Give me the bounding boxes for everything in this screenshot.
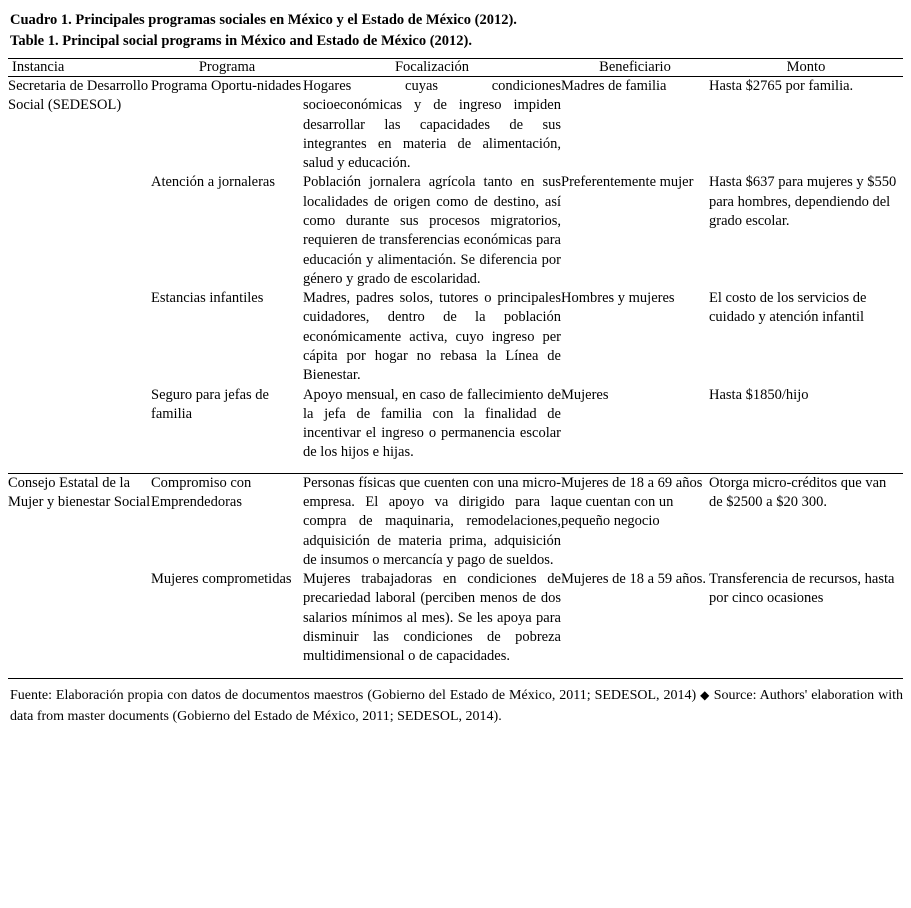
- focalizacion-cell: Población jornalera agrícola tanto en sus localidades de origen como de destino, así como durante sus procesos migratorios, requieren de transferencias económicas para educación y alimentación. Se diferencia por género y grado de escolaridad.: [303, 174, 561, 287]
- instancia-cell: Consejo Estatal de la Mujer y bienestar Social: [8, 474, 151, 510]
- social-programs-table: [8, 58, 903, 676]
- source-english: Source: Authors' elaboration with data from master documents (Gobierno del Estado de México, 2011; SEDESOL, 2014).: [10, 688, 904, 724]
- diamond-icon: ◆: [700, 688, 710, 703]
- table-source-note: [10, 686, 903, 727]
- programa-cell: Mujeres comprometidas: [151, 571, 292, 588]
- section-spacer: [8, 666, 903, 676]
- column-header-programa: Programa: [151, 59, 303, 77]
- focalizacion-cell: Hogares cuyas condiciones socioeconómicas y de ingreso impiden desarrollar las capacidades de sus integrantes en materia de alimentación, salud y educación.: [303, 78, 561, 172]
- table-row: [8, 474, 903, 570]
- focalizacion-cell: Mujeres trabajadoras en condiciones de precariedad laboral (perciben menos de dos salarios mínimos al mes). Se les apoya para disminuir las condiciones de pobreza multidimensional o de capacidades.: [303, 571, 561, 665]
- caption-english: Table 1. Principal social programs in México and Estado de México (2012).: [10, 33, 472, 50]
- beneficiario-cell: Preferentemente mujer: [561, 174, 694, 191]
- monto-cell: El costo de los servicios de cuidado y atención infantil: [709, 290, 867, 326]
- table-bottom-rule: [8, 678, 903, 679]
- source-spanish: Fuente: Elaboración propia con datos de documentos maestros (Gobierno del Estado de México, 2011; SEDESOL, 2014): [10, 688, 697, 704]
- beneficiario-cell: Hombres y mujeres: [561, 290, 675, 307]
- programa-cell: Compromiso con Emprendedoras: [151, 474, 252, 510]
- beneficiario-cell: Mujeres de 18 a 59 años.: [561, 571, 706, 588]
- focalizacion-cell: Apoyo mensual, en caso de fallecimiento de la jefa de familia con la finalidad de incentivar el ingreso o permanencia escolar de los hijos e hijas.: [303, 386, 561, 461]
- header-row: [8, 59, 903, 77]
- table-caption: [10, 10, 903, 52]
- programa-cell: Estancias infantiles: [151, 290, 264, 307]
- column-header-beneficiario: Beneficiario: [561, 59, 709, 77]
- programa-cell: Programa Oportu-nidades: [151, 78, 302, 95]
- focalizacion-cell: Personas físicas que cuenten con una micro-empresa. El apoyo va dirigido para la compra de maquinaria, remodelaciones, adquisición de materia prima, adquisición de insumos o mercancía y pago de sueldos.: [303, 474, 561, 568]
- beneficiario-cell: Mujeres: [561, 386, 609, 403]
- programa-cell: Atención a jornaleras: [151, 174, 276, 191]
- section-spacer: [8, 463, 903, 474]
- column-header-monto: Monto: [709, 59, 903, 77]
- caption-spanish: Cuadro 1. Principales programas sociales en México y el Estado de México (2012).: [10, 12, 517, 28]
- monto-cell: Transferencia de recursos, hasta por cinco ocasiones: [709, 571, 895, 607]
- monto-cell: Hasta $1850/hijo: [709, 386, 809, 403]
- instancia-cell: Secretaria de Desarrollo Social (SEDESOL): [8, 78, 149, 114]
- focalizacion-cell: Madres, padres solos, tutores o principales cuidadores, dentro de la población económicamente activa, cuyo ingreso per cápita por hogar no rebasa la Línea de Bienestar.: [303, 290, 561, 384]
- monto-cell: Hasta $2765 por familia.: [709, 78, 854, 95]
- beneficiario-cell: Madres de familia: [561, 78, 667, 95]
- table-body: [8, 77, 903, 677]
- beneficiario-cell: Mujeres de 18 a 69 años que cuentan con un pequeño negocio: [561, 474, 703, 530]
- column-header-focalizacion: Focalización: [303, 59, 561, 77]
- monto-cell: Otorga micro-créditos que van de $2500 a $20 300.: [709, 474, 887, 510]
- monto-cell: Hasta $637 para mujeres y $550 para hombres, dependiendo del grado escolar.: [709, 174, 897, 229]
- table-row: [8, 77, 903, 174]
- column-header-instancia: Instancia: [8, 59, 151, 77]
- table-header: [8, 59, 903, 77]
- programa-cell: Seguro para jefas de familia: [151, 386, 269, 422]
